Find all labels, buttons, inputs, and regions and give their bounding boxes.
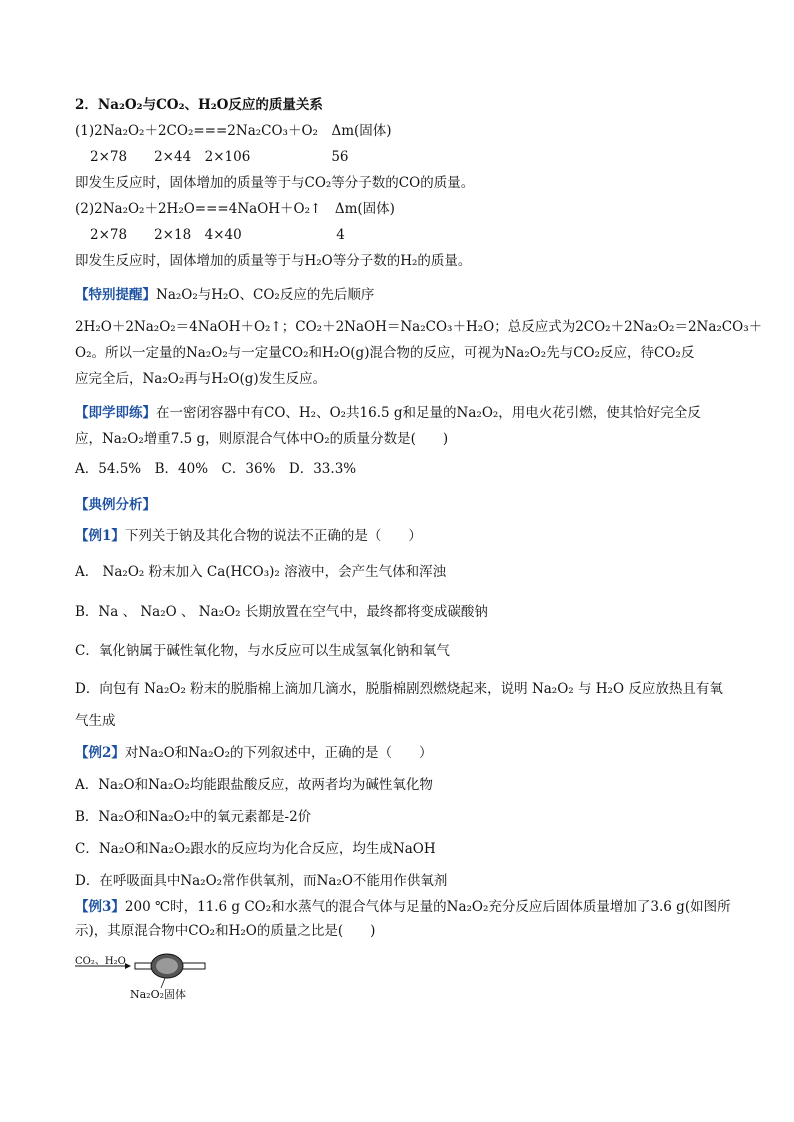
equation-1-masses: 2×78 2×44 2×106 56 (90, 149, 349, 165)
example-1-option-d: D．向包有 Na₂O₂ 粉末的脱脂棉上滴加几滴水，脱脂棉剧烈燃烧起来，说明 Na₂O₂ 与 H₂O 反应放热且有氧 (75, 681, 723, 697)
analysis-heading: 【典例分析】 (75, 497, 156, 513)
reminder-heading (75, 286, 374, 304)
reminder-line-1: 2H₂O＋2Na₂O₂＝4NaOH＋O₂↑；CO₂＋2NaOH＝Na₂CO₃＋H₂O；总反应式为2CO₂＋2Na₂O₂＝2Na₂CO₃＋ (75, 319, 763, 335)
example-2-tag: 【例2】 (75, 745, 125, 761)
example-3-line-2: 示)，其原混合物中CO₂和H₂O的质量之比是( ) (75, 923, 376, 939)
example-2-option-b: B．Na₂O和Na₂O₂中的氧元素都是-2价 (75, 809, 312, 825)
note-1: 即发生反应时，固体增加的质量等于与CO₂等分子数的CO的质量。 (75, 175, 475, 191)
example-2-option-c: C．Na₂O和Na₂O₂跟水的反应均为化合反应，均生成NaOH (75, 841, 436, 857)
example-1-question: 【例1】下列关于钠及其化合物的说法不正确的是（ ） (75, 528, 422, 544)
example-2-option-d: D．在呼吸面具中Na₂O₂常作供氧剂，而Na₂O不能用作供氧剂 (75, 873, 448, 889)
example-1-option-c: C．氧化钠属于碱性氧化物，与水反应可以生成氢氧化钠和氧气 (75, 643, 450, 659)
example-1-option-d-cont: 气生成 (75, 713, 116, 729)
practice-options: A．54.5% B．40% C．36% D．33.3% (75, 461, 357, 477)
reminder-tag: 【特别提醒】 (75, 287, 156, 303)
note-2: 即发生反应时，固体增加的质量等于与H₂O等分子数的H₂的质量。 (75, 253, 472, 269)
practice-line-2: 应，Na₂O₂增重7.5 g，则原混合气体中O₂的质量分数是( ) (75, 431, 449, 447)
equation-2: (2)2Na₂O₂＋2H₂O===4NaOH＋O₂↑ Δm(固体) (75, 201, 395, 217)
gas-inlet-label: CO₂、H₂O (75, 956, 126, 967)
equation-2-masses: 2×78 2×18 4×40 4 (90, 227, 345, 243)
example-1-option-a: A． Na₂O₂ 粉末加入 Ca(HCO₃)₂ 溶液中，会产生气体和浑浊 (75, 564, 447, 580)
sodium-peroxide-label: Na₂O₂固体 (130, 988, 187, 1001)
example-2-question: 【例2】对Na₂O和Na₂O₂的下列叙述中，正确的是（ ） (75, 745, 433, 761)
example-2-option-a: A．Na₂O和Na₂O₂均能跟盐酸反应，故两者均为碱性氧化物 (75, 777, 433, 793)
practice-line-1: 【即学即练】在一密闭容器中有CO、H₂、O₂共16.5 g和足量的Na₂O₂，用电火花引燃，使其恰好完全反 (75, 405, 701, 421)
equation-1: (1)2Na₂O₂＋2CO₂===2Na₂CO₃＋O₂ Δm(固体) (75, 123, 392, 139)
reminder-line-2: O₂。所以一定量的Na₂O₂与一定量CO₂和H₂O(g)混合物的反应，可视为Na₂O₂先与CO₂反应，待CO₂反 (75, 345, 695, 361)
reminder-title: Na₂O₂与H₂O、CO₂反应的先后顺序 (156, 287, 375, 303)
example-3-tag: 【例3】 (75, 899, 125, 915)
section-title: 2．Na₂O₂与CO₂、H₂O反应的质量关系 (75, 97, 323, 113)
reminder-line-3: 应完全后，Na₂O₂再与H₂O(g)发生反应。 (75, 371, 327, 387)
example-3-line-1: 【例3】200 ℃时，11.6 g CO₂和水蒸气的混合气体与足量的Na₂O₂充分反应后固体质量增加了3.6 g(如图所 (75, 899, 731, 915)
example-1-option-b: B．Na 、 Na₂O 、 Na₂O₂ 长期放置在空气中，最终都将变成碳酸钠 (75, 604, 488, 620)
practice-tag: 【即学即练】 (75, 405, 156, 421)
example-1-tag: 【例1】 (75, 528, 125, 544)
